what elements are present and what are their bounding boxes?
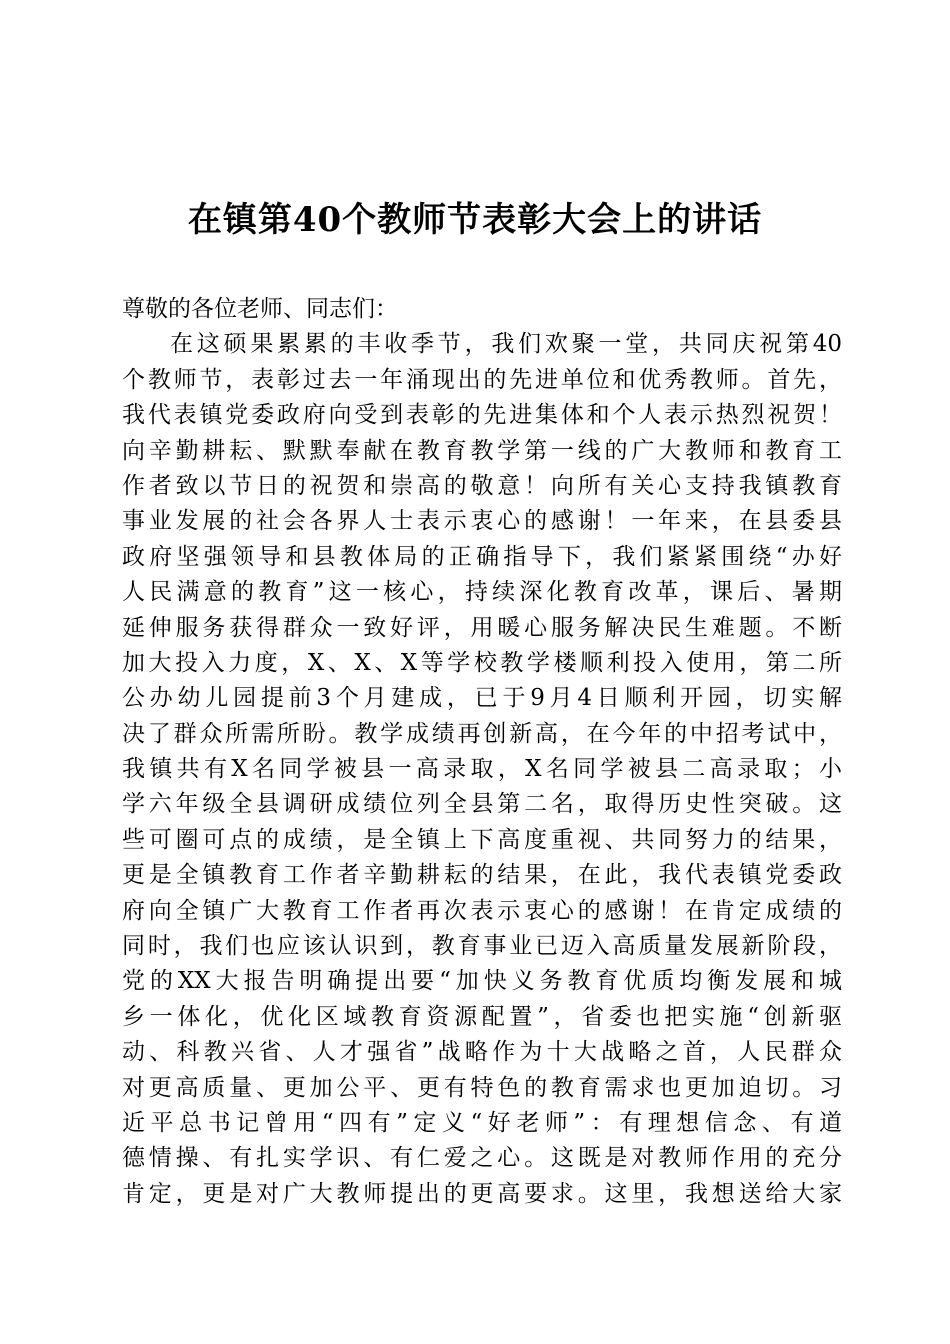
paragraph-line: 德情操、有扎实学识、有仁爱之心。这既是对教师作用的充分 xyxy=(122,1145,842,1172)
paragraph-line: 肯定，更是对广大教师提出的更高要求。这里，我想送给大家 xyxy=(122,1180,842,1207)
paragraph-line: 作者致以节日的祝贺和崇高的敬意！向所有关心支持我镇教育 xyxy=(122,472,842,499)
paragraph-line: 个教师节，表彰过去一年涌现出的先进单位和优秀教师。首先， xyxy=(122,366,842,393)
paragraph-line: 对更高质量、更加公平、更有特色的教育需求也更加迫切。习 xyxy=(122,1074,842,1101)
paragraph-line: 事业发展的社会各界人士表示衷心的感谢！一年来，在县委县 xyxy=(122,508,842,535)
paragraph-line: 学六年级全县调研成绩位列全县第二名，取得历史性突破。这 xyxy=(122,791,842,818)
paragraph-line: 乡一体化，优化区域教育资源配置”，省委也把实施“创新驱 xyxy=(122,1003,842,1030)
document-body xyxy=(122,292,842,1212)
paragraph-line: 更是全镇教育工作者辛勤耕耘的结果，在此，我代表镇党委政 xyxy=(122,862,842,889)
paragraph-line: 府向全镇广大教育工作者再次表示衷心的感谢！在肯定成绩的 xyxy=(122,897,842,924)
paragraph-line: 我代表镇党委政府向受到表彰的先进集体和个人表示热烈祝贺！ xyxy=(122,402,842,429)
paragraph-line: 延伸服务获得群众一致好评，用暖心服务解决民生难题。不断 xyxy=(122,614,842,641)
paragraph-line: 近平总书记曾用“四有”定义“好老师”：有理想信念、有道 xyxy=(122,1109,842,1136)
paragraph-line: 公办幼儿园提前3个月建成，已于9月4日顺利开园，切实解 xyxy=(122,685,842,712)
paragraph-line: 向辛勤耕耘、默默奉献在教育教学第一线的广大教师和教育工 xyxy=(122,437,842,464)
paragraph-line: 政府坚强领导和县教体局的正确指导下，我们紧紧围绕“办好 xyxy=(122,543,842,570)
paragraph-line: 决了群众所需所盼。教学成绩再创新高，在今年的中招考试中， xyxy=(122,720,842,747)
paragraph-line: 些可圈可点的成绩，是全镇上下高度重视、共同努力的结果， xyxy=(122,826,842,853)
paragraph-line: 同时，我们也应该认识到，教育事业已迈入高质量发展新阶段， xyxy=(122,933,842,960)
paragraph-line: 人民满意的教育”这一核心，持续深化教育改革，课后、暑期 xyxy=(122,579,842,606)
paragraph-line: 加大投入力度，X、X、X等学校教学楼顺利投入使用，第二所 xyxy=(122,649,842,676)
paragraph-line: 动、科教兴省、人才强省”战略作为十大战略之首，人民群众 xyxy=(122,1039,842,1066)
salutation: 尊敬的各位老师、同志们： xyxy=(122,296,398,322)
paragraph-line: 党的XX大报告明确提出要“加快义务教育优质均衡发展和城 xyxy=(122,968,842,995)
paragraph-line: 我镇共有X名同学被县一高录取，X名同学被县二高录取；小 xyxy=(122,756,842,783)
paragraph-line: 在这硕果累累的丰收季节，我们欢聚一堂，共同庆祝第40 xyxy=(170,331,842,358)
document-title: 在镇第40个教师节表彰大会上的讲话 xyxy=(187,200,763,240)
